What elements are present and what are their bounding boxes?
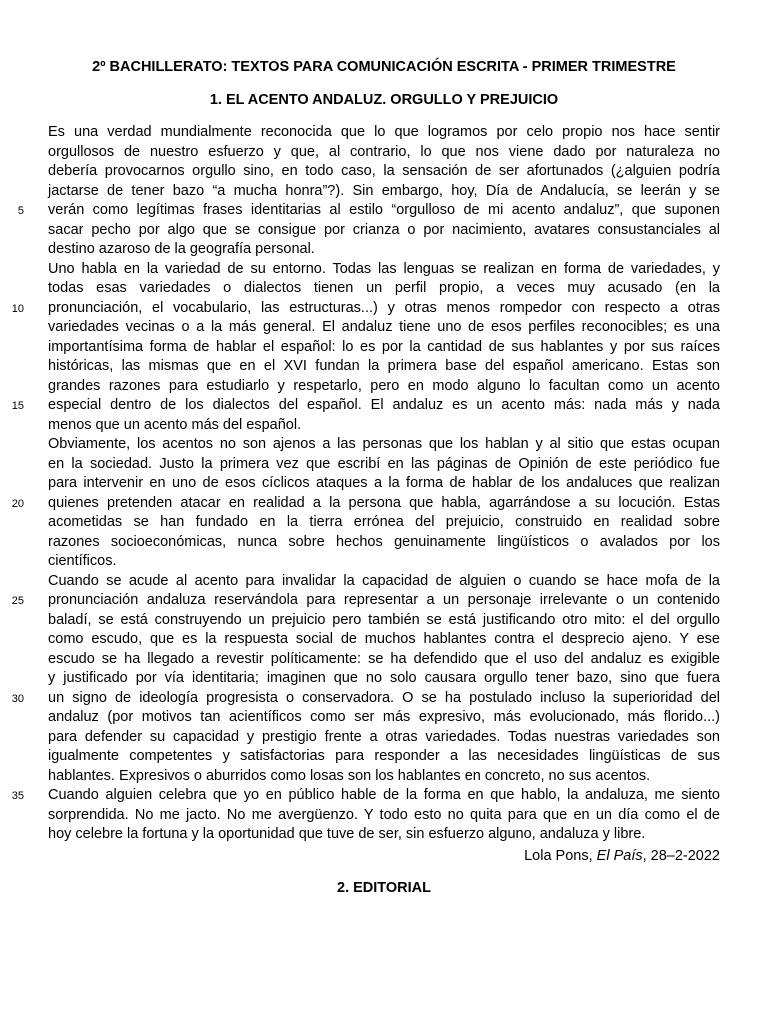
text-line bbox=[0, 650, 768, 670]
text-line bbox=[0, 416, 768, 436]
text-line bbox=[0, 338, 768, 358]
line-text: acometidas se han fundado en la tierra errónea del prejuicio, construido en realidad sobre bbox=[48, 514, 720, 530]
text-line bbox=[0, 435, 768, 455]
line-text: pronunciación andaluza reservándola para representar a un personaje irrelevante o un contenido bbox=[48, 592, 720, 608]
line-text: grandes razones para estudiarlo y respetarlo, pero en modo alguno lo facultan como un acento bbox=[48, 377, 720, 394]
line-text: jactarse de tener bazo “a mucha honra”?). Sin embargo, hoy, Día de Andalucía, se leerán y se bbox=[48, 182, 720, 199]
line-text: pronunciación, el vocabulario, las estructuras...) y otras menos rompedor con respecto a otras bbox=[48, 299, 720, 316]
line-number: 5 bbox=[17, 205, 24, 217]
line-text: baladí, se está construyendo un prejuicio pero también se está justificando otro mito: el del orgullo bbox=[48, 611, 720, 628]
line-text: en la sociedad. Justo la primera vez que escribí en las páginas de Opinión de este periódico fue bbox=[48, 455, 720, 472]
text-line bbox=[0, 786, 768, 806]
text-line bbox=[0, 728, 768, 748]
signature bbox=[48, 848, 720, 864]
text-line bbox=[0, 513, 768, 533]
text-line bbox=[0, 240, 768, 260]
line-text: orgullosos de nuestro esfuerzo y que, al contrario, lo que nos viene dado por naturaleza no bbox=[48, 143, 720, 160]
signature-author: Lola Pons, bbox=[524, 848, 597, 864]
text-line bbox=[0, 143, 768, 163]
line-text: quienes pretenden atacar en realidad a la persona que habla, agarrándose a su locución. Estas bbox=[48, 494, 720, 511]
line-text: Cuando se acude al acento para invalidar la capacidad de alguien o cuando se hace mofa de la bbox=[48, 572, 720, 589]
text-line bbox=[0, 591, 768, 611]
line-text: debería provocarnos orgullo sino, en todo caso, la sensación de ser afortunados (¿alguien podría bbox=[48, 163, 720, 179]
line-number: 35 bbox=[11, 790, 24, 802]
text-line bbox=[0, 689, 768, 709]
text-line bbox=[0, 611, 768, 631]
line-text: un signo de ideología progresista o conservadora. O se ha postulado incluso la superioridad del bbox=[48, 689, 720, 706]
line-number: 15 bbox=[11, 400, 24, 412]
section-2-title: 2. EDITORIAL bbox=[337, 880, 431, 896]
text-line bbox=[0, 221, 768, 241]
article-body bbox=[0, 123, 768, 845]
line-text: históricas, las mismas que en el XVI fundan la primera base del español americano. Estas son bbox=[48, 358, 720, 374]
line-number: 10 bbox=[11, 302, 24, 315]
line-text: escudo se ha llegado a revestir políticamente: se ha defendido que el uso del andaluz es exigible bbox=[48, 650, 720, 667]
line-text: Cuando alguien celebra que yo en público hable de la forma en que hablo, la andaluza, me siento bbox=[48, 787, 720, 803]
text-line bbox=[0, 669, 768, 689]
line-text: para intervenir en uno de esos cíclicos ataques a la forma de hablar de los andaluces que realizan bbox=[48, 475, 720, 491]
text-line bbox=[0, 279, 768, 299]
text-line bbox=[0, 182, 768, 202]
signature-newspaper: El País bbox=[596, 848, 643, 864]
line-text: para defender su capacidad y prestigio frente a otras variedades. Todas nuestras variedades son bbox=[48, 728, 720, 745]
line-text: hoy celebre la fortuna y la oportunidad que tuve de ser, sin esfuerzo alguno, andaluza y libre. bbox=[48, 826, 646, 842]
line-text: andaluz (por motivos tan acientíficos como ser más expresivo, más evolucionado, más florido...) bbox=[48, 709, 720, 725]
line-text: hablantes. Expresivos o aburridos como losas son los hablantes en concreto, no sus acentos. bbox=[48, 767, 651, 784]
text-line bbox=[0, 572, 768, 592]
text-line bbox=[0, 474, 768, 494]
line-text: importantísima forma de hablar el español: lo es por la cantidad de sus hablantes y por sus raíces bbox=[48, 338, 720, 355]
line-text: sorprendida. No me jacto. No me avergüenzo. Y todo esto no quita para que en un día como el de bbox=[48, 806, 720, 823]
text-line bbox=[0, 396, 768, 416]
line-text: científicos. bbox=[48, 553, 117, 569]
text-line bbox=[0, 455, 768, 475]
text-line bbox=[0, 357, 768, 377]
line-text: razones socioeconómicas, nunca sobre hechos genuinamente lingüísticos o avalados por los bbox=[48, 533, 720, 550]
signature-date: , 28–2-2022 bbox=[642, 848, 720, 864]
section-1-title: 1. EL ACENTO ANDALUZ. ORGULLO Y PREJUICIO bbox=[209, 92, 559, 108]
line-text: Uno habla en la variedad de su entorno. Todas las lenguas se realizan en forma de variedades, y bbox=[48, 260, 720, 277]
line-number: 25 bbox=[11, 595, 24, 607]
line-text: variedades vecinas o a la más general. El andaluz tiene uno de esos perfiles reconocibles; es una bbox=[48, 319, 720, 335]
line-text: todas esas variedades o dialectos tienen un perfil propio, a veces muy acusado (en la bbox=[48, 280, 720, 296]
text-line bbox=[0, 299, 768, 319]
text-line bbox=[0, 708, 768, 728]
text-line bbox=[0, 377, 768, 397]
text-line bbox=[0, 318, 768, 338]
line-number: 20 bbox=[11, 497, 24, 510]
line-text: como escudo, que es la respuesta social de muchos hablantes contra el desprecio ajeno. Y ese bbox=[48, 631, 720, 647]
text-line bbox=[0, 533, 768, 553]
text-line bbox=[0, 260, 768, 280]
line-text: y justificado por vía identitaria; imaginen que no solo causara orgullo tener bazo, sino que fuera bbox=[48, 670, 720, 686]
text-line bbox=[0, 747, 768, 767]
line-text: igualmente competentes y satisfactorias para responder a las necesidades lingüísticas de sus bbox=[48, 748, 720, 764]
line-text: menos que un acento más del español. bbox=[48, 416, 302, 433]
line-text: destino azaroso de la geografía personal. bbox=[48, 241, 315, 257]
line-text: especial dentro de los dialectos del español. El andaluz es un acento más: nada más y nada bbox=[48, 397, 720, 413]
line-text: verán como legítimas frases identitarias al estilo “orgulloso de mi acento andaluz”, que suponen bbox=[48, 202, 720, 218]
line-text: Es una verdad mundialmente reconocida que lo que logramos por celo propio nos hace sentir bbox=[48, 124, 720, 140]
text-line bbox=[0, 201, 768, 221]
line-text: sacar pecho por algo que se consigue por crianza o por nacimiento, avatares consustanciales al bbox=[48, 221, 720, 238]
text-line bbox=[0, 494, 768, 514]
text-line bbox=[0, 123, 768, 143]
text-line bbox=[0, 630, 768, 650]
text-line bbox=[0, 806, 768, 826]
document-header: 2º BACHILLERATO: TEXTOS PARA COMUNICACIÓN ESCRITA - PRIMER TRIMESTRE bbox=[92, 59, 676, 75]
text-line bbox=[0, 767, 768, 787]
text-line bbox=[0, 162, 768, 182]
line-text: Obviamente, los acentos no son ajenos a las personas que los hablan y al sitio que estas ocupan bbox=[48, 436, 720, 452]
line-number: 30 bbox=[11, 692, 24, 705]
text-line bbox=[0, 552, 768, 572]
text-line bbox=[0, 825, 768, 845]
